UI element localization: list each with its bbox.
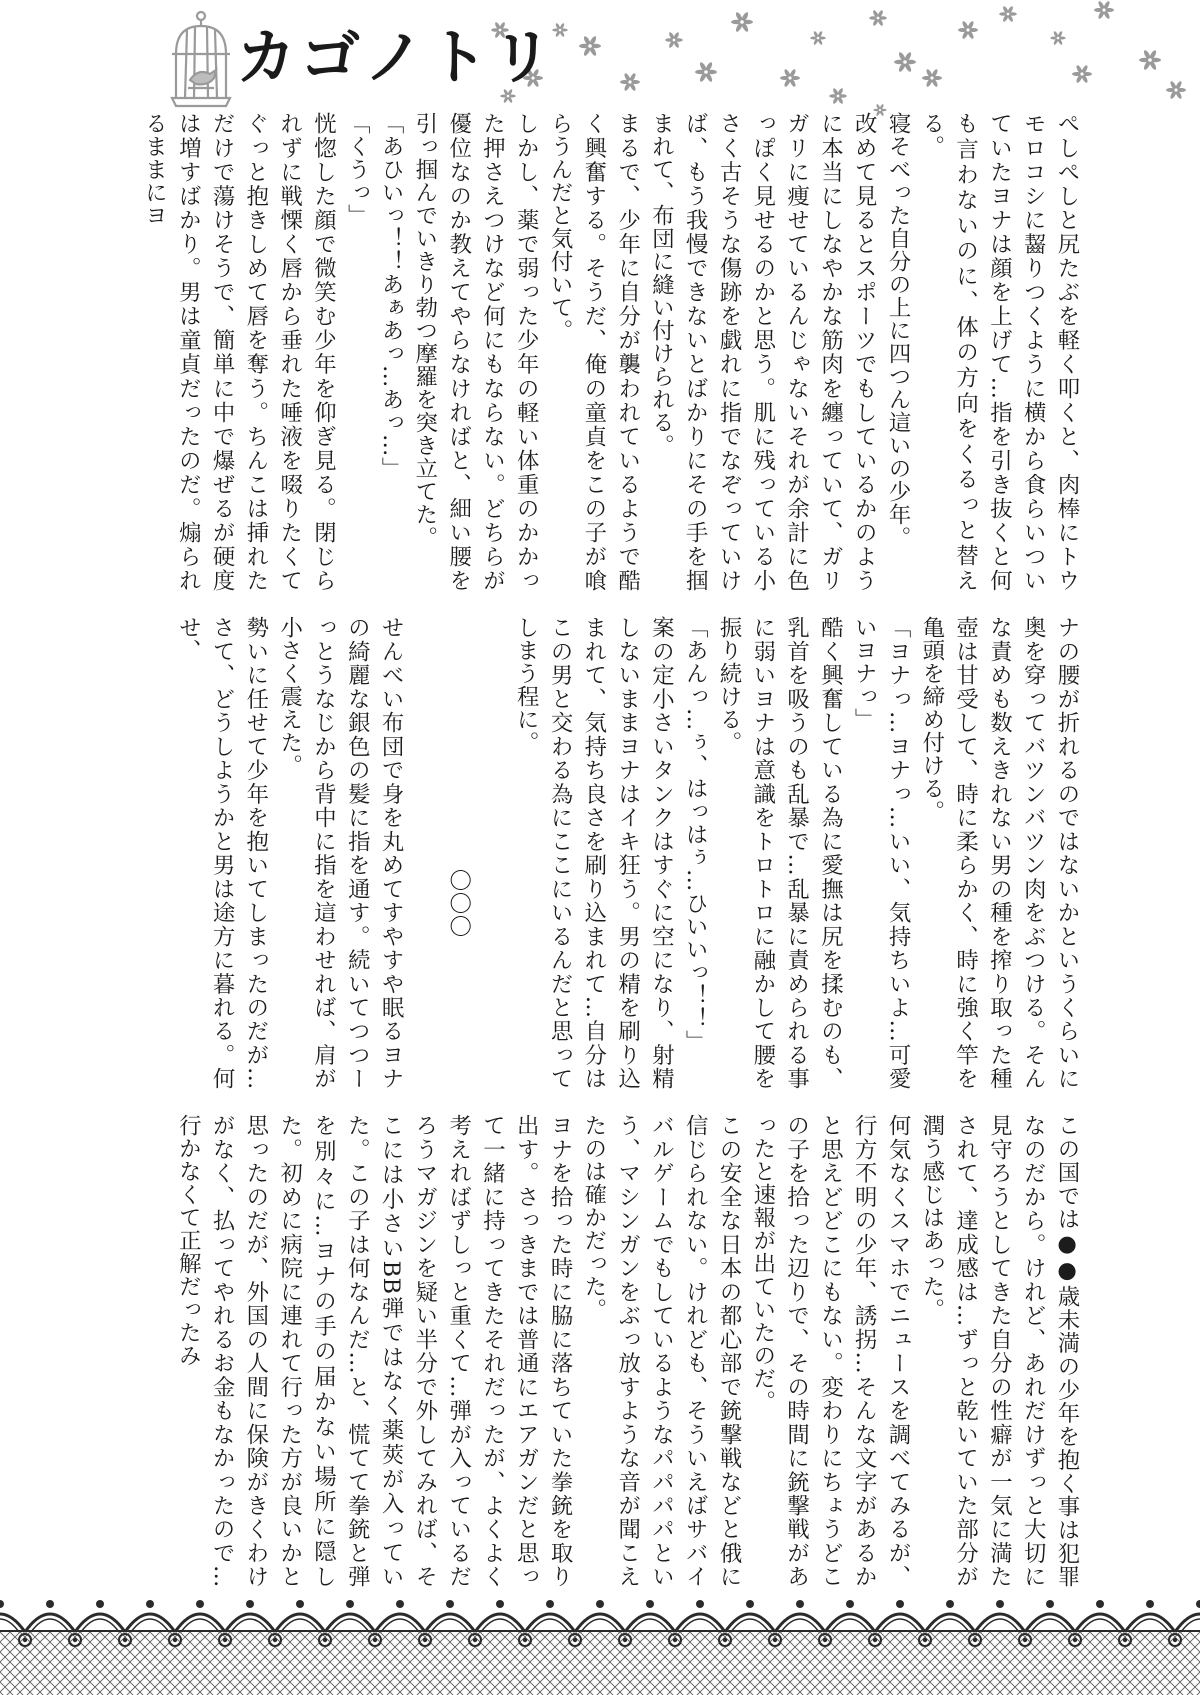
lace-border-footer: [0, 1592, 1200, 1695]
asterisk-flower-icon: [780, 68, 800, 87]
asterisk-flower-icon: [1166, 80, 1186, 99]
text-block-middle: ナの腰が折れるのではないかというくらいに奥を穿ってバツンバツン肉をぶつける。そんな責めも数えきれない男の種を搾り取った種壺は甘受して、時に柔らかく、時に強く竿を亀頭を締め付ける。 「ヨナっ…ヨナっ…いい、気持ちいよ…可愛いヨナっ」 酷く興奮している為に愛撫は尻を揉むのも、乳首を吸うのも乱暴で…乱暴に責められる事に弱いヨナは意識をトロトロに融かして腰を振り続ける。 「あんっ…ぅ、はっはぅ…ひいいっ！！」 案の定小さいタンクはすぐに空になり、射精しないままヨナはイキ狂う。男の精を刷り込まれて、気持ち良さを刷り込まれて…自分はこの男と交わる為にここにいるんだと思ってしまう程に。 〇〇〇 せんべい布団で身を丸めてすやすや眠るヨナの綺麗な銀色の髪に指を通す。続いてつつーっとうなじから背中に指を這わせれば、肩が小さく震えた。 勢いに任せて少年を抱いてしまったのだが…さて、どうしようかと男は途方に暮れる。何せ、: [175, 616, 1080, 1090]
asterisk-flower-icon: [1094, 0, 1114, 19]
asterisk-flower-icon: [1072, 64, 1092, 83]
asterisk-flower-icon: [695, 61, 717, 82]
asterisk-flower-icon: [810, 31, 826, 46]
asterisk-flower-icon: [731, 11, 753, 32]
asterisk-flower-icon: [869, 9, 887, 26]
asterisk-flower-icon: [958, 20, 978, 39]
asterisk-flower-icon: [829, 87, 847, 104]
asterisk-flower-icon: [665, 31, 683, 48]
asterisk-flower-icon: [999, 5, 1017, 22]
asterisk-flower-icon: [894, 51, 916, 72]
asterisk-flower-icon: [579, 35, 601, 56]
asterisk-flower-icon: [1139, 49, 1161, 70]
text-block-top: ぺしぺしと尻たぶを軽く叩くと、肉棒にトウモロコシに齧りつくように横から食らいついていたヨナは顔を上げて…指を引き抜くと何も言わないのに、体の方向をくるっと替える。 寝そべった自分の上に四つん這いの少年。 改めて見るとスポーツでもしているかのように本当にしなやかな筋肉を纏っていて、ガリガリに痩せているんじゃないそれが余計に色っぽく見せるのかと思う。肌に残っている小さく古そうな傷跡を戯れに指でなぞっていけば、もう我慢できないとばかりにその手を掴まれて、布団に縫い付けられる。 まるで、少年に自分が襲われているようで酷く興奮する。そうだ、俺の童貞をこの子が喰らうんだと気付いて。 しかし、薬で弱った少年の軽い体重のかかった押さえつけなど何にもならない。どちらが優位なのか教えてやらなければと、細い腰を引っ掴んでいきり勃つ摩羅を突き立てた。 「あひいっ！！あぁあっ…あっ…」 「くうっ」 恍惚した顔で微笑む少年を仰ぎ見る。閉じられずに戦慄く唇から垂れた唾液を啜りたくてぐっと抱きしめて唇を奪う。ちんこは挿れただけで蕩けそうで、簡単に中で爆ぜるが硬度は増すばかり。男は童貞だったのだ。煽られるままにヨ: [141, 112, 1080, 592]
asterisk-flower-icon: [1050, 31, 1065, 46]
text-block-bottom: この国では●●歳未満の少年を抱く事は犯罪なのだから。けれど、あれだけずっと大切に見守ろうとしてきた自分の性癖が一気に満たされて、達成感は…ずっと乾いていた部分が潤う感じはあった。 何気なくスマホでニュースを調べてみるが、行方不明の少年、誘拐…そんな文字があるかと思えどどこにもない。変わりにちょうどこの子を拾った辺りで、その時間に銃撃戦があったと速報が出ていたのだ。 この安全な日本の都心部で銃撃戦などと俄に信じられない。けれども、そういえばサバイバルゲームでもしているようなパパパパという、マシンガンをぶっ放すような音が聞こえたのは確かだった。 ヨナを拾った時に脇に落ちていた拳銃を取り出す。さっきまでは普通にエアガンだと思って一緒に持ってきたそれだったが、よくよく考えればずしっと重くて…弾が入っているだろうマガジンを疑い半分で外してみれば、そこには小さいBB弾ではなく薬莢が入っていた。この子は何なんだ…と、慌てて拳銃と弾を別々に…ヨナの手の届かない場所に隠した。初めに病院に連れて行った方が良いかと思ったのだが、外国の人間に保険がきくわけがなく、払ってやれるお金もなかったので…行かなくて正解だったみ: [175, 1114, 1080, 1588]
page-title: カゴノトリ: [236, 23, 556, 93]
birdcage-icon: [168, 10, 234, 110]
asterisk-flower-icon: [922, 68, 942, 87]
asterisk-flower-icon: [620, 72, 640, 91]
